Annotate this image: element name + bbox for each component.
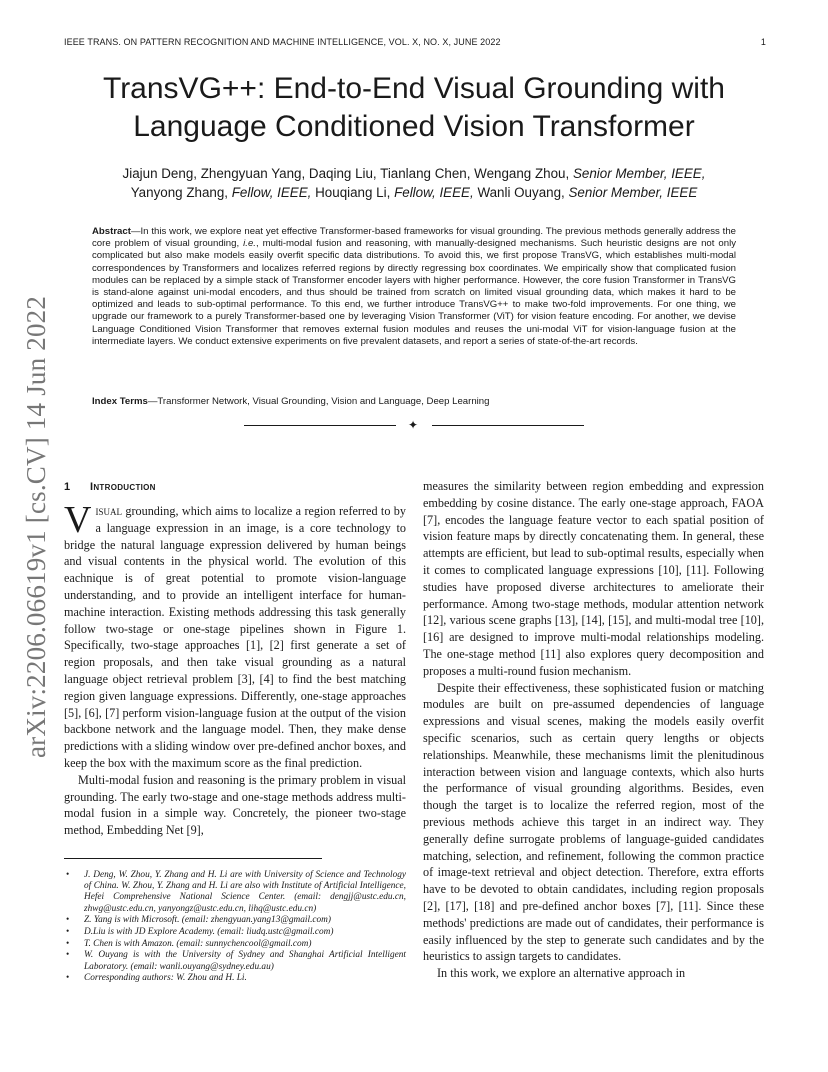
- separator-line-right: [432, 425, 584, 426]
- page-number: 1: [760, 37, 766, 47]
- footnote-text: Corresponding authors: W. Zhou and H. Li.: [84, 973, 247, 984]
- drop-cap: V: [64, 499, 92, 541]
- separator-diamond-icon: ✦: [408, 418, 419, 432]
- authors-line-1: Jiajun Deng, Zhengyuan Yang, Daqing Liu, Tianlang Chen, Wengang Zhou,: [122, 166, 570, 181]
- arxiv-stamp: arXiv:2206.06619v1 [cs.CV] 14 Jun 2022: [21, 295, 51, 758]
- bullet-icon: •: [66, 973, 70, 984]
- index-terms-label: Index Terms: [92, 396, 148, 407]
- journal-header: IEEE TRANS. ON PATTERN RECOGNITION AND MACHINE INTELLIGENCE, VOL. X, NO. X, JUNE 2022: [64, 37, 501, 47]
- section-heading: [64, 481, 156, 493]
- abstract-text-1: —In this work, we explore neat yet effective Transformer-based frameworks for visual grounding. The previous methods generally address the core problem of visual grounding,: [92, 226, 736, 250]
- author-role: Senior Member, IEEE,: [572, 166, 706, 181]
- intro-paragraph-5: In this work, we explore an alternative approach in: [437, 966, 686, 981]
- footnote-text: J. Deng, W. Zhou, Y. Zhang and H. Li are with University of Science and Technology of China. W. Zhou, Y. Zhang and H. Li are also with Institute of Artificial Intelligence, Hefei Comprehensive National Science Center. (email: dengjj@ustc.edu.cn, zhwg@ustc.edu.cn, yanyongz@ustc.edu.cn, lihq@ustc.edu.cn): [84, 870, 406, 914]
- footnote-item: [66, 927, 406, 938]
- index-terms-text: —Transformer Network, Visual Grounding, Vision and Language, Deep Learning: [147, 396, 490, 407]
- section-separator: [244, 418, 584, 432]
- author-role: Fellow, IEEE,: [394, 185, 474, 200]
- bullet-icon: •: [66, 915, 70, 926]
- footnote-item: [66, 915, 406, 926]
- author-role: Fellow, IEEE,: [231, 185, 312, 200]
- bullet-icon: •: [66, 927, 70, 938]
- index-terms: [92, 396, 736, 408]
- footnote-text: D.Liu is with JD Explore Academy. (email: liudq.ustc@gmail.com): [84, 927, 334, 938]
- intro-paragraph-4: Despite their effectiveness, these sophisticated fusion or matching modules are built on pre-assumed dependencies of language expressions and visual scenes, making the models easily overfit specific scenarios, such as certain query lengths or objects relationships. Meanwhile, these mechanisms limit the plenitudinous interaction between vision and language contexts, which also hurts the performance of visual grounding algorithms. Besides, even though the target is to localize the referred region, most of the previous methods achieve this target in an indirect way. They generally define surrogate problems of language-guided candidates matching, selection, and refinement, following the common practice of image-text retrieval and object detection. Therefore, extra efforts have to be devoted to obtain candidates, including region proposals [2], [17], [18] and pre-defined anchor boxes [7], [11]. Since these methods' predictions are made out of candidates, their performance is easily influenced by the step to generate such candidates and by the heuristics to assign targets to candidates.: [423, 680, 764, 964]
- footnote-rule: [64, 858, 322, 859]
- footnote-item: [66, 950, 406, 972]
- author-name: Yanyong Zhang,: [130, 185, 229, 200]
- intro-paragraph-3: measures the similarity between region embedding and expression embedding by cosine distance. The early one-stage approach, FAOA [7], encodes the language feature vector to each spatial position of vision feature maps by directly concatenating them. In general, these attempts are efficient, but lead to sub-optimal results, especially when it comes to complicated language expressions [10], [11]. Following studies have proposed diverse architectures to ameliorate their performance. Among two-stage methods, modular attention network [12], various scene graphs [13], [14], [15], and multi-modal tree [10], [16] are designed to improve multi-modal relationships modeling. The one-stage method [11] also explores query decomposition and proposes a multi-round fusion mechanism.: [423, 479, 764, 678]
- bullet-icon: •: [66, 950, 70, 961]
- right-column: [423, 478, 764, 982]
- title-line-2: Language Conditioned Vision Transformer: [133, 110, 695, 143]
- abstract-ie: i.e.: [243, 238, 256, 250]
- footnote-item: [66, 973, 406, 984]
- abstract-label: Abstract: [92, 226, 131, 237]
- author-role: Senior Member, IEEE: [568, 185, 698, 200]
- left-column: [64, 499, 406, 839]
- affiliation-footnotes: [66, 870, 406, 985]
- section-number: 1: [64, 481, 71, 493]
- running-head: [64, 37, 766, 47]
- abstract-text-2: , multi-modal fusion and reasoning, with manually-designed mechanisms. Such heuristic designs are not only complicated but also make models easily overfit specific data distributions. To avoid this, we first propose TransVG, which establishes multi-modal correspondences by Transformers and localizes referred regions by directly regressing box coordinates. We empirically show that complicated fusion modules can be replaced by a simple stack of Transformer encoder layers with higher performance. However, the core fusion Transformer in TransVG is stand-alone against uni-modal encoders, and thus should be trained from scratch on limited visual grounding data, which makes it hard to be optimized and leads to sub-optimal performance. To this end, we further introduce TransVG++ to make two-fold improvements. For one thing, we upgrade our framework to a purely Transformer-based one by leveraging Vision Transformer (ViT) for vision feature encoding. For another, we devise Language Conditioned Vision Transformer that removes external fusion modules and reuses the uni-modal ViT for vision-language fusion at the intermediate layers. We conduct extensive experiments on five prevalent datasets, and report a series of state-of-the-art records.: [92, 238, 736, 347]
- footnote-item: [66, 939, 406, 950]
- footnote-text: T. Chen is with Amazon. (email: sunnychencool@gmail.com): [84, 938, 312, 949]
- author-name: Wanli Ouyang,: [477, 185, 565, 200]
- intro-paragraph-1: [64, 499, 406, 772]
- first-word-smallcaps: isual: [95, 504, 122, 518]
- bullet-icon: •: [66, 870, 70, 880]
- abstract: [92, 226, 736, 348]
- title-line-1: TransVG++: End-to-End Visual Grounding with: [102, 72, 725, 105]
- section-title: Introduction: [90, 481, 156, 493]
- author-list: [60, 164, 768, 202]
- intro-paragraph-2: Multi-modal fusion and reasoning is the primary problem in visual grounding. The early two-stage and one-stage methods address multi-modal fusion in a simple way. Concretely, the pioneer two-stage method, Embedding Net [9],: [64, 772, 406, 838]
- footnote-text: W. Ouyang is with the University of Sydney and Shanghai Artificial Intelligent Laboratory. (email: wanli.ouyang@sydney.edu.au): [84, 950, 406, 972]
- separator-line-left: [244, 425, 396, 426]
- paper-title: [40, 70, 788, 146]
- bullet-icon: •: [66, 938, 70, 949]
- footnote-text: Z. Yang is with Microsoft. (email: zhengyuan.yang13@gmail.com): [84, 915, 331, 926]
- author-name: Houqiang Li,: [315, 185, 391, 200]
- footnote-item: [66, 870, 406, 915]
- intro-paragraph-1-text: grounding, which aims to localize a region referred to by a language expression in an image, is a core technology to bridge the natural language expression delivered by human beings and visual contents in the physical world. The evolution of this eachnique is of great potential to promote vision-language understanding, and to provide an intelligent interface for human-machine interaction. Existing methods addressing this task generally follow two-stage or one-stage pipelines shown in Figure 1. Specifically, two-stage approaches [1], [2] first generate a set of region proposals, and then take visual grounding as a natural language object retrieval problem [3], [4] to find the best matching region given language expressions. Differently, one-stage approaches [5], [6], [7] perform vision-language fusion at the output of the vision backbone network and the language model. Then, they make dense predictions with a sliding window over pre-defined anchor boxes, and keep the box with the maximum score as the final prediction.: [64, 504, 406, 770]
